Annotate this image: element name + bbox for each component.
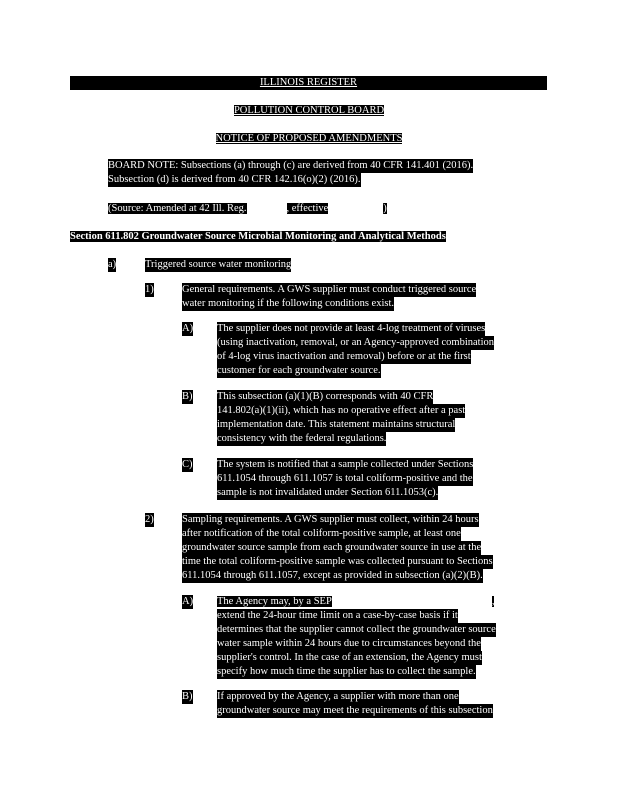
subsection-a1C-label: C) (182, 459, 193, 470)
subsection-a2 (182, 513, 493, 583)
subsection-a2A (217, 595, 496, 679)
subsection-a2B (217, 690, 493, 718)
subsection-a1 (182, 283, 476, 311)
paragraph-line: consistency with the federal regulations. (217, 433, 387, 444)
paragraph-line: 141.802(a)(1)(ii), which has no operative effect after a past (217, 405, 466, 416)
source-suffix: ) (383, 203, 387, 214)
board-header (0, 104, 618, 118)
subsection-a2-label: 2) (145, 514, 154, 525)
sep-prefix: The Agency may, by a SEP (217, 596, 332, 607)
section-heading: Section 611.802 Groundwater Source Microbial Monitoring and Analytical Methods (70, 231, 446, 242)
section-heading-row (70, 230, 446, 244)
paragraph-line: customer for each groundwater source. (217, 365, 381, 376)
paragraph-line: after notification of the total coliform-positive sample, at least one (182, 528, 461, 539)
paragraph-line: groundwater source may meet the requirements of this subsection (217, 705, 493, 716)
subsection-a2A-label: A) (182, 596, 194, 607)
paragraph-line: extend the 24-hour time limit on a case-by-case basis if it (217, 610, 458, 621)
source-line (108, 202, 387, 216)
paragraph-line: water sample within 24 hours due to circumstances beyond the (217, 638, 481, 649)
paragraph-line: water monitoring if the following conditions exist. (182, 298, 395, 309)
paragraph-line: time the total coliform-positive sample was collected pursuant to Sections (182, 556, 493, 567)
subsection-a1A-label: A) (182, 323, 194, 334)
paragraph-line: Sampling requirements. A GWS supplier must collect, within 24 hours (182, 514, 479, 525)
subsection-a1A (217, 322, 494, 378)
notice-title: NOTICE OF PROPOSED AMENDMENTS (215, 133, 403, 144)
paragraph-line: groundwater source sample from each groundwater source in use at the (182, 542, 482, 553)
board-title: POLLUTION CONTROL BOARD (233, 105, 385, 116)
subsection-a1-label: 1) (145, 284, 154, 295)
subsection-a1C (217, 458, 473, 500)
source-middle: , effective (286, 203, 329, 214)
sep-redacted-blank (332, 596, 492, 608)
paragraph-line: specify how much time the supplier has to collect the sample. (217, 666, 476, 677)
board-note (108, 159, 473, 187)
notice-header (0, 132, 618, 146)
paragraph-line: If approved by the Agency, a supplier with more than one (217, 691, 459, 702)
subsection-a1B-label: B) (182, 391, 193, 402)
source-blank-effective (328, 203, 383, 215)
subsection-a-text: Triggered source water monitoring (145, 259, 292, 270)
source-prefix: (Source: Amended at 42 Ill. Reg. (108, 203, 247, 214)
paragraph-line: determines that the supplier cannot collect the groundwater source (217, 624, 496, 635)
paragraph-line: This subsection (a)(1)(B) corresponds with 40 CFR (217, 391, 434, 402)
paragraph-line: of 4-log virus inactivation and removal) before or at the first (217, 351, 471, 362)
sep-suffix: , (491, 596, 495, 607)
paragraph-line: (using inactivation, removal, or an Agency-approved combination (217, 337, 495, 348)
paragraph-line: 611.1054 through 611.1057 is total coliform-positive and the (217, 473, 473, 484)
subsection-a-label: a) (108, 259, 117, 270)
paragraph-line: 611.1054 through 611.1057, except as provided in subsection (a)(2)(B). (182, 570, 483, 581)
board-note-line: Subsection (d) is derived from 40 CFR 142.16(o)(2) (2016). (108, 174, 361, 185)
board-note-line: BOARD NOTE: Subsections (a) through (c) are derived from 40 CFR 141.401 (2016). (108, 160, 474, 171)
register-title: ILLINOIS REGISTER (259, 77, 358, 88)
subsection-a1B (217, 390, 465, 446)
subsection-a (145, 258, 291, 272)
paragraph-line: The supplier does not provide at least 4-log treatment of viruses (217, 323, 486, 334)
paragraph-line: The system is notified that a sample collected under Sections (217, 459, 474, 470)
subsection-a2B-label: B) (182, 691, 193, 702)
paragraph-line: implementation date. This statement maintains structural (217, 419, 456, 430)
paragraph-first-line (217, 595, 494, 609)
register-header-bar (70, 76, 547, 90)
source-blank-date (247, 203, 287, 215)
paragraph-line: supplier's control. In the case of an extension, the Agency must (217, 652, 482, 663)
paragraph-line: sample is not invalidated under Section 611.1053(c). (217, 487, 439, 498)
paragraph-line: General requirements. A GWS supplier must conduct triggered source (182, 284, 477, 295)
